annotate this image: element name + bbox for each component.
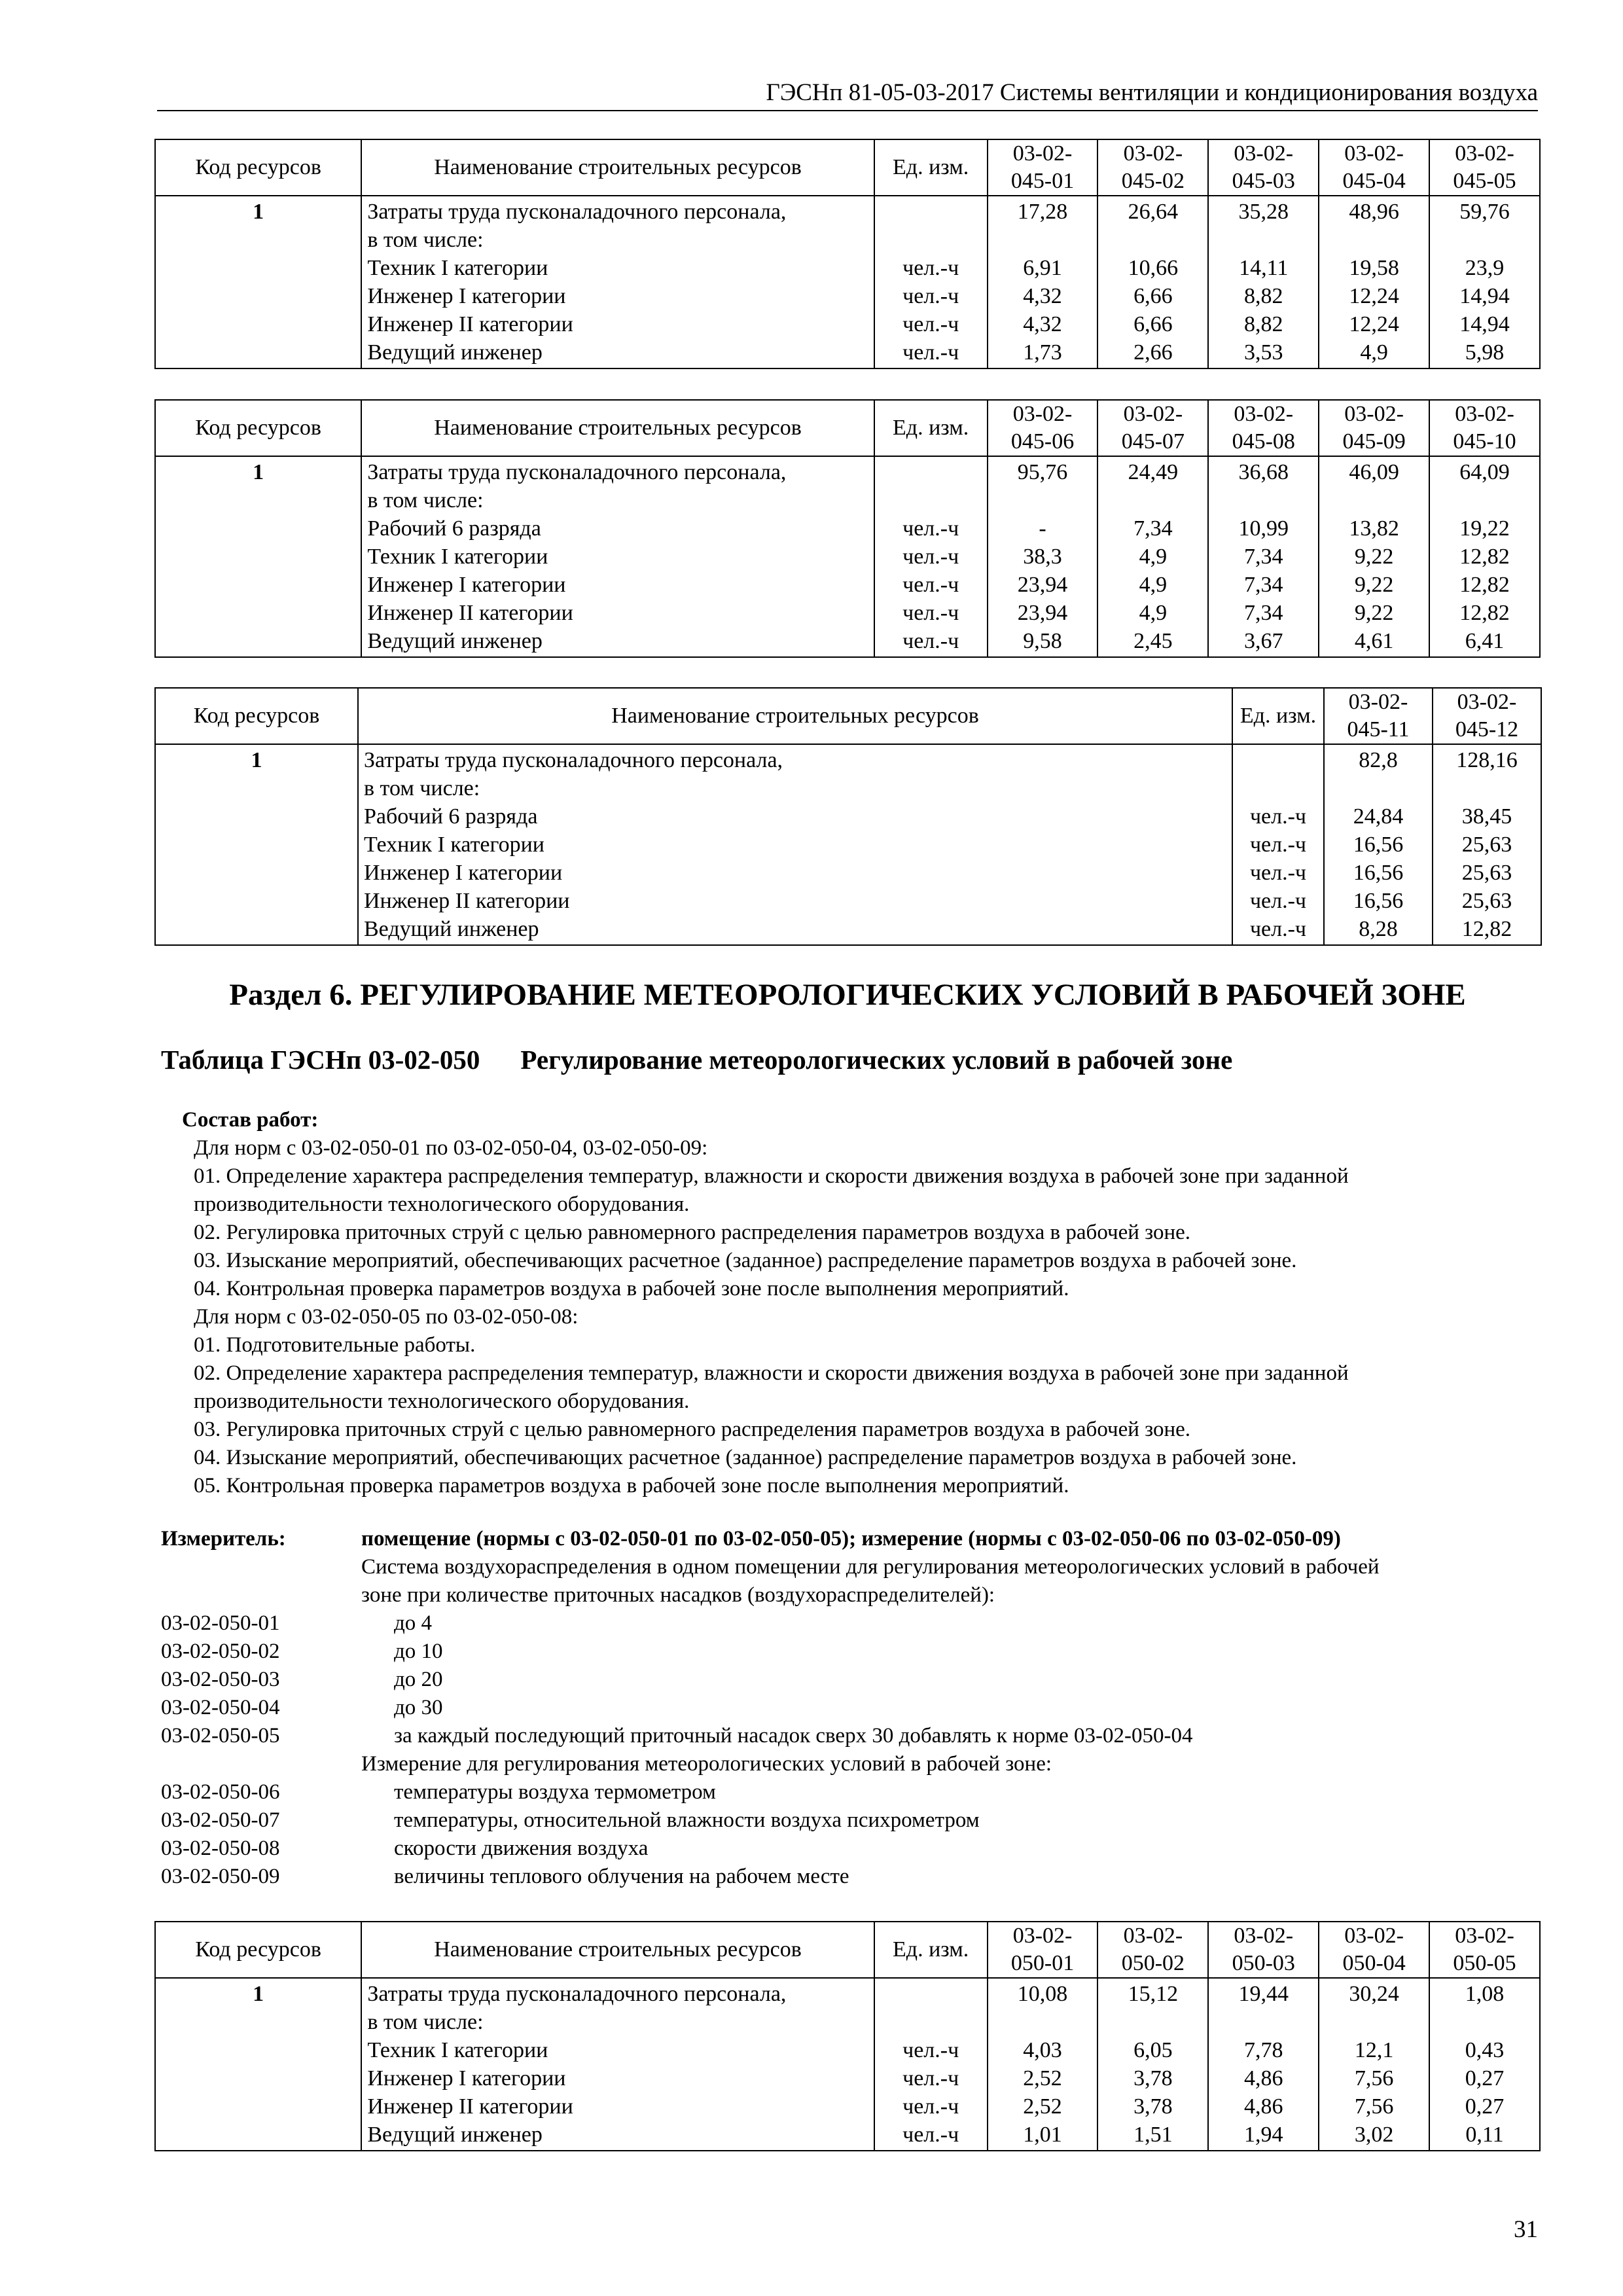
unit-cell: чел.-ч чел.-ч чел.-ч чел.-ч чел.-ч <box>1232 744 1324 945</box>
col-unit-header: Ед. изм. <box>874 400 988 456</box>
norm-row <box>161 1778 1542 1806</box>
measure-intro: Система воздухораспределения в одном помещении для регулирования метеорологических условий в рабочей <box>361 1555 1380 1579</box>
norm-row <box>161 1806 1542 1835</box>
resource-code: 1 <box>155 456 361 657</box>
work-composition <box>182 1106 1530 1500</box>
norm-code-header: 03-02- 050-05 <box>1429 1922 1540 1978</box>
norm-code: 03-02-050-01 <box>161 1611 280 1635</box>
norm-row <box>161 1722 1542 1750</box>
value-cell: 30,24 12,1 7,56 7,56 3,02 <box>1319 1978 1429 2151</box>
norm-code: 03-02-050-04 <box>161 1696 280 1719</box>
unit-cell: чел.-ч чел.-ч чел.-ч чел.-ч <box>874 1978 988 2151</box>
measure-label: Измеритель: <box>161 1527 286 1551</box>
norm-code: 03-02-050-08 <box>161 1837 280 1860</box>
norm-code-header: 03-02- 050-03 <box>1208 1922 1319 1978</box>
norm-text: до 10 <box>394 1640 443 1663</box>
table-header-row <box>155 1922 1540 1978</box>
norm-code-header: 03-02- 045-03 <box>1208 139 1319 196</box>
norm-code: 03-02-050-09 <box>161 1865 280 1888</box>
running-header: ГЭСНп 81-05-03-2017 Системы вентиляции и кондиционирования воздуха <box>157 77 1538 111</box>
norm-code: 03-02-050-07 <box>161 1808 280 1832</box>
measure-intro: Измерение для регулирования метеорологических условий в рабочей зоне: <box>361 1752 1052 1776</box>
norm-row <box>161 1609 1542 1638</box>
norm-code: 03-02-050-02 <box>161 1640 280 1663</box>
col-unit-header: Ед. изм. <box>1232 688 1324 744</box>
norm-row <box>161 1638 1542 1666</box>
col-code-header: Код ресурсов <box>155 688 358 744</box>
value-cell: 48,96 19,58 12,24 12,24 4,9 <box>1319 196 1429 368</box>
table-title <box>161 1042 1232 1077</box>
value-cell: 19,44 7,78 4,86 4,86 1,94 <box>1208 1978 1319 2151</box>
col-code-header: Код ресурсов <box>155 400 361 456</box>
norm-text: до 4 <box>394 1611 433 1635</box>
norm-text: температуры, относительной влажности воздуха психрометром <box>394 1808 980 1832</box>
col-name-header: Наименование строительных ресурсов <box>358 688 1232 744</box>
norm-row <box>161 1863 1542 1891</box>
norm-code-header: 03-02- 045-09 <box>1319 400 1429 456</box>
work-line: 02. Регулировка приточных струй с целью равномерного распределения параметров воздуха в рабочей зоне. <box>194 1221 1191 1244</box>
table-row <box>155 744 1541 945</box>
norm-code: 03-02-050-05 <box>161 1724 280 1748</box>
col-code-header: Код ресурсов <box>155 1922 361 1978</box>
work-line: 04. Контрольная проверка параметров воздуха в рабочей зоне после выполнения мероприятий. <box>194 1277 1069 1300</box>
norm-text: скорости движения воздуха <box>394 1837 649 1860</box>
work-line: производительности технологического оборудования. <box>194 1193 690 1216</box>
norm-code: 03-02-050-06 <box>161 1780 280 1804</box>
norm-code-header: 03-02- 045-01 <box>988 139 1098 196</box>
norm-code-header: 03-02- 045-10 <box>1429 400 1540 456</box>
table-row <box>155 196 1540 368</box>
work-line: Для норм с 03-02-050-05 по 03-02-050-08: <box>194 1305 579 1329</box>
norm-code-header: 03-02- 050-01 <box>988 1922 1098 1978</box>
resource-code: 1 <box>155 1978 361 2151</box>
col-code-header: Код ресурсов <box>155 139 361 196</box>
value-cell: 128,16 38,45 25,63 25,63 25,63 12,82 <box>1433 744 1541 945</box>
value-cell: 59,76 23,9 14,94 14,94 5,98 <box>1429 196 1540 368</box>
col-name-header: Наименование строительных ресурсов <box>361 400 874 456</box>
resource-name-cell: Затраты труда пусконаладочного персонала, в том числе: Рабочий 6 разряда Техник I категории Инженер I категории Инженер II категории Ведущий инженер <box>358 744 1232 945</box>
resource-table-045-01-05 <box>154 139 1541 369</box>
work-composition-title: Состав работ: <box>182 1108 319 1132</box>
value-cell: 35,28 14,11 8,82 8,82 3,53 <box>1208 196 1319 368</box>
value-cell: 36,68 10,99 7,34 7,34 7,34 3,67 <box>1208 456 1319 657</box>
page-number: 31 <box>1514 2216 1538 2243</box>
section-title: Раздел 6. РЕГУЛИРОВАНИЕ МЕТЕОРОЛОГИЧЕСКИХ УСЛОВИЙ В РАБОЧЕЙ ЗОНЕ <box>229 978 1466 1012</box>
norm-text: до 20 <box>394 1668 443 1691</box>
table-row <box>155 456 1540 657</box>
work-line: 03. Изыскание мероприятий, обеспечивающих расчетное (заданное) распределение параметров воздуха в рабочей зоне. <box>194 1249 1297 1272</box>
norm-text: до 30 <box>394 1696 443 1719</box>
value-cell: 17,28 6,91 4,32 4,32 1,73 <box>988 196 1098 368</box>
norm-code-header: 03-02- 045-08 <box>1208 400 1319 456</box>
table-row <box>155 1978 1540 2151</box>
resource-table-045-06-10 <box>154 399 1541 658</box>
norm-row <box>161 1835 1542 1863</box>
measure-intro: зоне при количестве приточных насадков (воздухораспределителей): <box>361 1583 995 1607</box>
norm-row <box>161 1666 1542 1694</box>
value-cell: 26,64 10,66 6,66 6,66 2,66 <box>1097 196 1208 368</box>
table-header-row <box>155 400 1540 456</box>
table-title-name: Регулирование метеорологических условий в рабочей зоне <box>520 1045 1233 1075</box>
table-header-row <box>155 139 1540 196</box>
work-line: производительности технологического оборудования. <box>194 1390 690 1413</box>
work-line: 02. Определение характера распределения температур, влажности и скорости движения воздуха в рабочей зоне при заданной <box>194 1361 1349 1385</box>
norm-code-header: 03-02- 045-05 <box>1429 139 1540 196</box>
norm-text: за каждый последующий приточный насадок сверх 30 добавлять к норме 03-02-050-04 <box>394 1724 1193 1748</box>
norm-code-header: 03-02- 050-02 <box>1097 1922 1208 1978</box>
norm-code-header: 03-02- 045-04 <box>1319 139 1429 196</box>
value-cell: 46,09 13,82 9,22 9,22 9,22 4,61 <box>1319 456 1429 657</box>
norm-text: величины теплового облучения на рабочем месте <box>394 1865 849 1888</box>
work-line: 05. Контрольная проверка параметров воздуха в рабочей зоне после выполнения мероприятий. <box>194 1474 1069 1498</box>
measure-section <box>161 1525 1542 1891</box>
table-title-code: Таблица ГЭСНп 03-02-050 <box>161 1045 480 1075</box>
norm-code-header: 03-02- 045-06 <box>988 400 1098 456</box>
norm-code-header: 03-02- 050-04 <box>1319 1922 1429 1978</box>
value-cell: 82,8 24,84 16,56 16,56 16,56 8,28 <box>1324 744 1433 945</box>
resource-name-cell: Затраты труда пусконаладочного персонала, в том числе: Техник I категории Инженер I категории Инженер II категории Ведущий инженер <box>361 1978 874 2151</box>
work-line: Для норм с 03-02-050-01 по 03-02-050-04, 03-02-050-09: <box>194 1136 708 1160</box>
resource-name-cell: Затраты труда пусконаладочного персонала, в том числе: Рабочий 6 разряда Техник I категории Инженер I категории Инженер II категории Ведущий инженер <box>361 456 874 657</box>
resource-table-045-11-12 <box>154 687 1542 946</box>
norm-text: температуры воздуха термометром <box>394 1780 716 1804</box>
norm-row <box>161 1694 1542 1722</box>
norm-code-header: 03-02- 045-11 <box>1324 688 1433 744</box>
col-name-header: Наименование строительных ресурсов <box>361 139 874 196</box>
value-cell: 15,12 6,05 3,78 3,78 1,51 <box>1097 1978 1208 2151</box>
col-unit-header: Ед. изм. <box>874 1922 988 1978</box>
resource-table-050-01-05 <box>154 1921 1541 2151</box>
table-header-row <box>155 688 1541 744</box>
resource-name-cell: Затраты труда пусконаладочного персонала, в том числе: Техник I категории Инженер I категории Инженер II категории Ведущий инженер <box>361 196 874 368</box>
value-cell: 95,76 - 38,3 23,94 23,94 9,58 <box>988 456 1098 657</box>
norm-code-header: 03-02- 045-07 <box>1097 400 1208 456</box>
value-cell: 10,08 4,03 2,52 2,52 1,01 <box>988 1978 1098 2151</box>
work-line: 01. Определение характера распределения температур, влажности и скорости движения воздуха в рабочей зоне при заданной <box>194 1164 1349 1188</box>
value-cell: 64,09 19,22 12,82 12,82 12,82 6,41 <box>1429 456 1540 657</box>
unit-cell: чел.-ч чел.-ч чел.-ч чел.-ч <box>874 196 988 368</box>
resource-code: 1 <box>155 744 358 945</box>
value-cell: 24,49 7,34 4,9 4,9 4,9 2,45 <box>1097 456 1208 657</box>
work-line: 04. Изыскание мероприятий, обеспечивающих расчетное (заданное) распределение параметров воздуха в рабочей зоне. <box>194 1446 1297 1469</box>
col-name-header: Наименование строительных ресурсов <box>361 1922 874 1978</box>
measure-unit: помещение (нормы с 03-02-050-01 по 03-02-050-05); измерение (нормы с 03-02-050-06 по 03-02-050-09) <box>361 1527 1341 1551</box>
col-unit-header: Ед. изм. <box>874 139 988 196</box>
resource-code: 1 <box>155 196 361 368</box>
unit-cell: чел.-ч чел.-ч чел.-ч чел.-ч чел.-ч <box>874 456 988 657</box>
norm-code: 03-02-050-03 <box>161 1668 280 1691</box>
value-cell: 1,08 0,43 0,27 0,27 0,11 <box>1429 1978 1540 2151</box>
work-line: 01. Подготовительные работы. <box>194 1333 476 1357</box>
work-line: 03. Регулировка приточных струй с целью равномерного распределения параметров воздуха в рабочей зоне. <box>194 1418 1191 1441</box>
norm-code-header: 03-02- 045-12 <box>1433 688 1541 744</box>
norm-code-header: 03-02- 045-02 <box>1097 139 1208 196</box>
